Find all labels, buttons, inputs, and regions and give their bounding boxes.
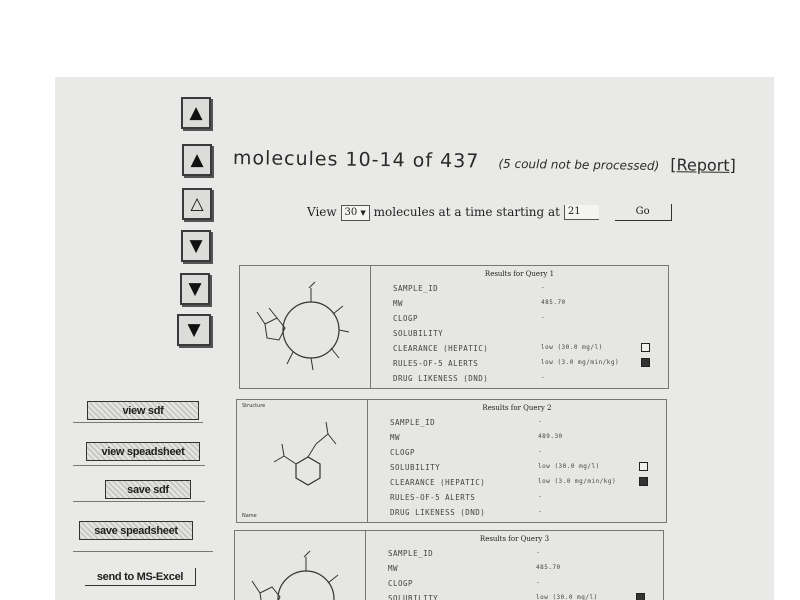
- view-sdf-button[interactable]: view sdf: [87, 401, 199, 420]
- result-row: [393, 314, 662, 329]
- results-title: Results for Query 1: [484, 270, 555, 278]
- property-value: low (30.0 mg/l): [538, 463, 600, 470]
- last-page-icon[interactable]: ▼: [177, 314, 211, 346]
- result-row: [393, 374, 662, 389]
- save-spreadsheet-button[interactable]: save speadsheet: [79, 521, 193, 540]
- property-name: SAMPLE_ID: [393, 284, 439, 293]
- results-panel: [371, 266, 668, 388]
- property-name: CLEARANCE (HEPATIC): [393, 344, 489, 353]
- start-index-input[interactable]: 21: [564, 205, 599, 220]
- count-select[interactable]: [341, 205, 370, 221]
- property-name: CLOGP: [393, 314, 419, 323]
- property-value: -: [541, 284, 546, 291]
- property-value: low (3.0 mg/min/kg): [541, 359, 620, 366]
- first-page-icon[interactable]: ▲: [181, 97, 211, 129]
- property-name: RULES-OF-5 ALERTS: [390, 493, 476, 502]
- view-middle-text: molecules at a time starting at: [373, 205, 560, 219]
- result-card: [239, 265, 669, 389]
- structure-name-label: Name: [242, 513, 257, 519]
- send-to-excel-button[interactable]: send to MS-Excel: [85, 568, 196, 586]
- results-rows: [393, 284, 662, 389]
- property-value: -: [541, 314, 546, 321]
- property-name: MW: [393, 299, 404, 308]
- divider: [73, 422, 203, 423]
- property-value: 489.30: [538, 433, 563, 440]
- chevron-down-icon[interactable]: ▼: [360, 208, 366, 217]
- result-card: [234, 530, 664, 600]
- property-name: MW: [390, 433, 401, 442]
- structure-panel: [235, 531, 366, 600]
- property-name: CLOGP: [390, 448, 416, 457]
- count-select-value[interactable]: 30: [344, 206, 358, 218]
- results-title: Results for Query 3: [479, 535, 550, 543]
- property-name: SAMPLE_ID: [388, 549, 434, 558]
- result-row: [393, 329, 662, 344]
- property-value: -: [538, 508, 543, 515]
- property-value: low (3.0 mg/min/kg): [538, 478, 617, 485]
- divider: [73, 465, 205, 466]
- paper-sketch: [55, 77, 774, 600]
- property-name: SOLUBILITY: [393, 329, 444, 338]
- go-button[interactable]: Go: [615, 204, 672, 221]
- property-value: 485.70: [536, 564, 561, 571]
- result-row: [388, 579, 657, 594]
- results-rows: [390, 418, 660, 523]
- results-rows: [388, 549, 657, 600]
- property-value: -: [536, 549, 541, 556]
- result-row: [393, 299, 662, 314]
- result-row: [390, 463, 660, 478]
- property-name: CLOGP: [388, 579, 414, 588]
- result-row: [393, 284, 662, 299]
- result-row: [393, 344, 662, 359]
- property-name: SOLUBILITY: [388, 594, 439, 600]
- property-name: SOLUBILITY: [390, 463, 441, 472]
- property-value: 485.70: [541, 299, 566, 306]
- property-name: MW: [388, 564, 399, 573]
- report-link[interactable]: [Report]: [670, 155, 736, 176]
- view-spreadsheet-button[interactable]: view speadsheet: [86, 442, 200, 461]
- result-row: [390, 478, 660, 493]
- results-panel: [366, 531, 663, 600]
- report-link-label[interactable]: Report: [676, 155, 730, 175]
- result-row: [390, 418, 660, 433]
- molecule-structure-image: [242, 406, 362, 514]
- structure-panel: [237, 400, 368, 522]
- structure-panel: [240, 266, 371, 388]
- property-value: -: [538, 448, 543, 455]
- result-row: [390, 433, 660, 448]
- page-header: [232, 147, 736, 176]
- flag-checkbox[interactable]: [641, 343, 650, 352]
- property-name: RULES-OF-5 ALERTS: [393, 359, 479, 368]
- result-card: [236, 399, 667, 523]
- view-prefix: View: [307, 205, 337, 219]
- property-name: SAMPLE_ID: [390, 418, 436, 427]
- flag-checkbox[interactable]: [639, 462, 648, 471]
- molecule-structure-image: [245, 272, 365, 380]
- result-row: [393, 359, 662, 374]
- divider: [73, 551, 213, 552]
- molecule-range-text: molecules 10-14 of 437: [232, 147, 480, 173]
- divider: [73, 501, 205, 502]
- results-panel: [368, 400, 666, 522]
- structure-label: Structure: [242, 403, 266, 409]
- result-row: [388, 549, 657, 564]
- result-row: [390, 448, 660, 463]
- property-name: DRUG LIKENESS (DND): [390, 508, 486, 517]
- property-value: -: [538, 418, 543, 425]
- result-row: [388, 594, 657, 600]
- flag-checkbox[interactable]: [641, 358, 650, 367]
- result-row: [388, 564, 657, 579]
- flag-checkbox[interactable]: [636, 593, 645, 600]
- result-row: [390, 493, 660, 508]
- property-value: low (30.0 mg/l): [536, 594, 598, 600]
- previous-page-icon[interactable]: △: [182, 188, 212, 220]
- view-controls: [307, 204, 672, 221]
- property-value: -: [538, 493, 543, 500]
- fast-backward-icon[interactable]: ▲: [182, 144, 212, 176]
- results-title: Results for Query 2: [482, 404, 552, 412]
- flag-checkbox[interactable]: [639, 477, 648, 486]
- unprocessed-note: (5 could not be processed): [498, 156, 660, 173]
- property-name: CLEARANCE (HEPATIC): [390, 478, 486, 487]
- property-value: -: [536, 579, 541, 586]
- result-row: [390, 508, 660, 523]
- property-value: low (30.0 mg/l): [541, 344, 603, 351]
- next-page-icon[interactable]: ▼: [181, 230, 211, 262]
- molecule-structure-image: [240, 537, 360, 600]
- save-sdf-button[interactable]: save sdf: [105, 480, 191, 499]
- property-value: -: [541, 374, 546, 381]
- property-name: DRUG LIKENESS (DND): [393, 374, 489, 383]
- fast-forward-icon[interactable]: ▼: [180, 273, 210, 305]
